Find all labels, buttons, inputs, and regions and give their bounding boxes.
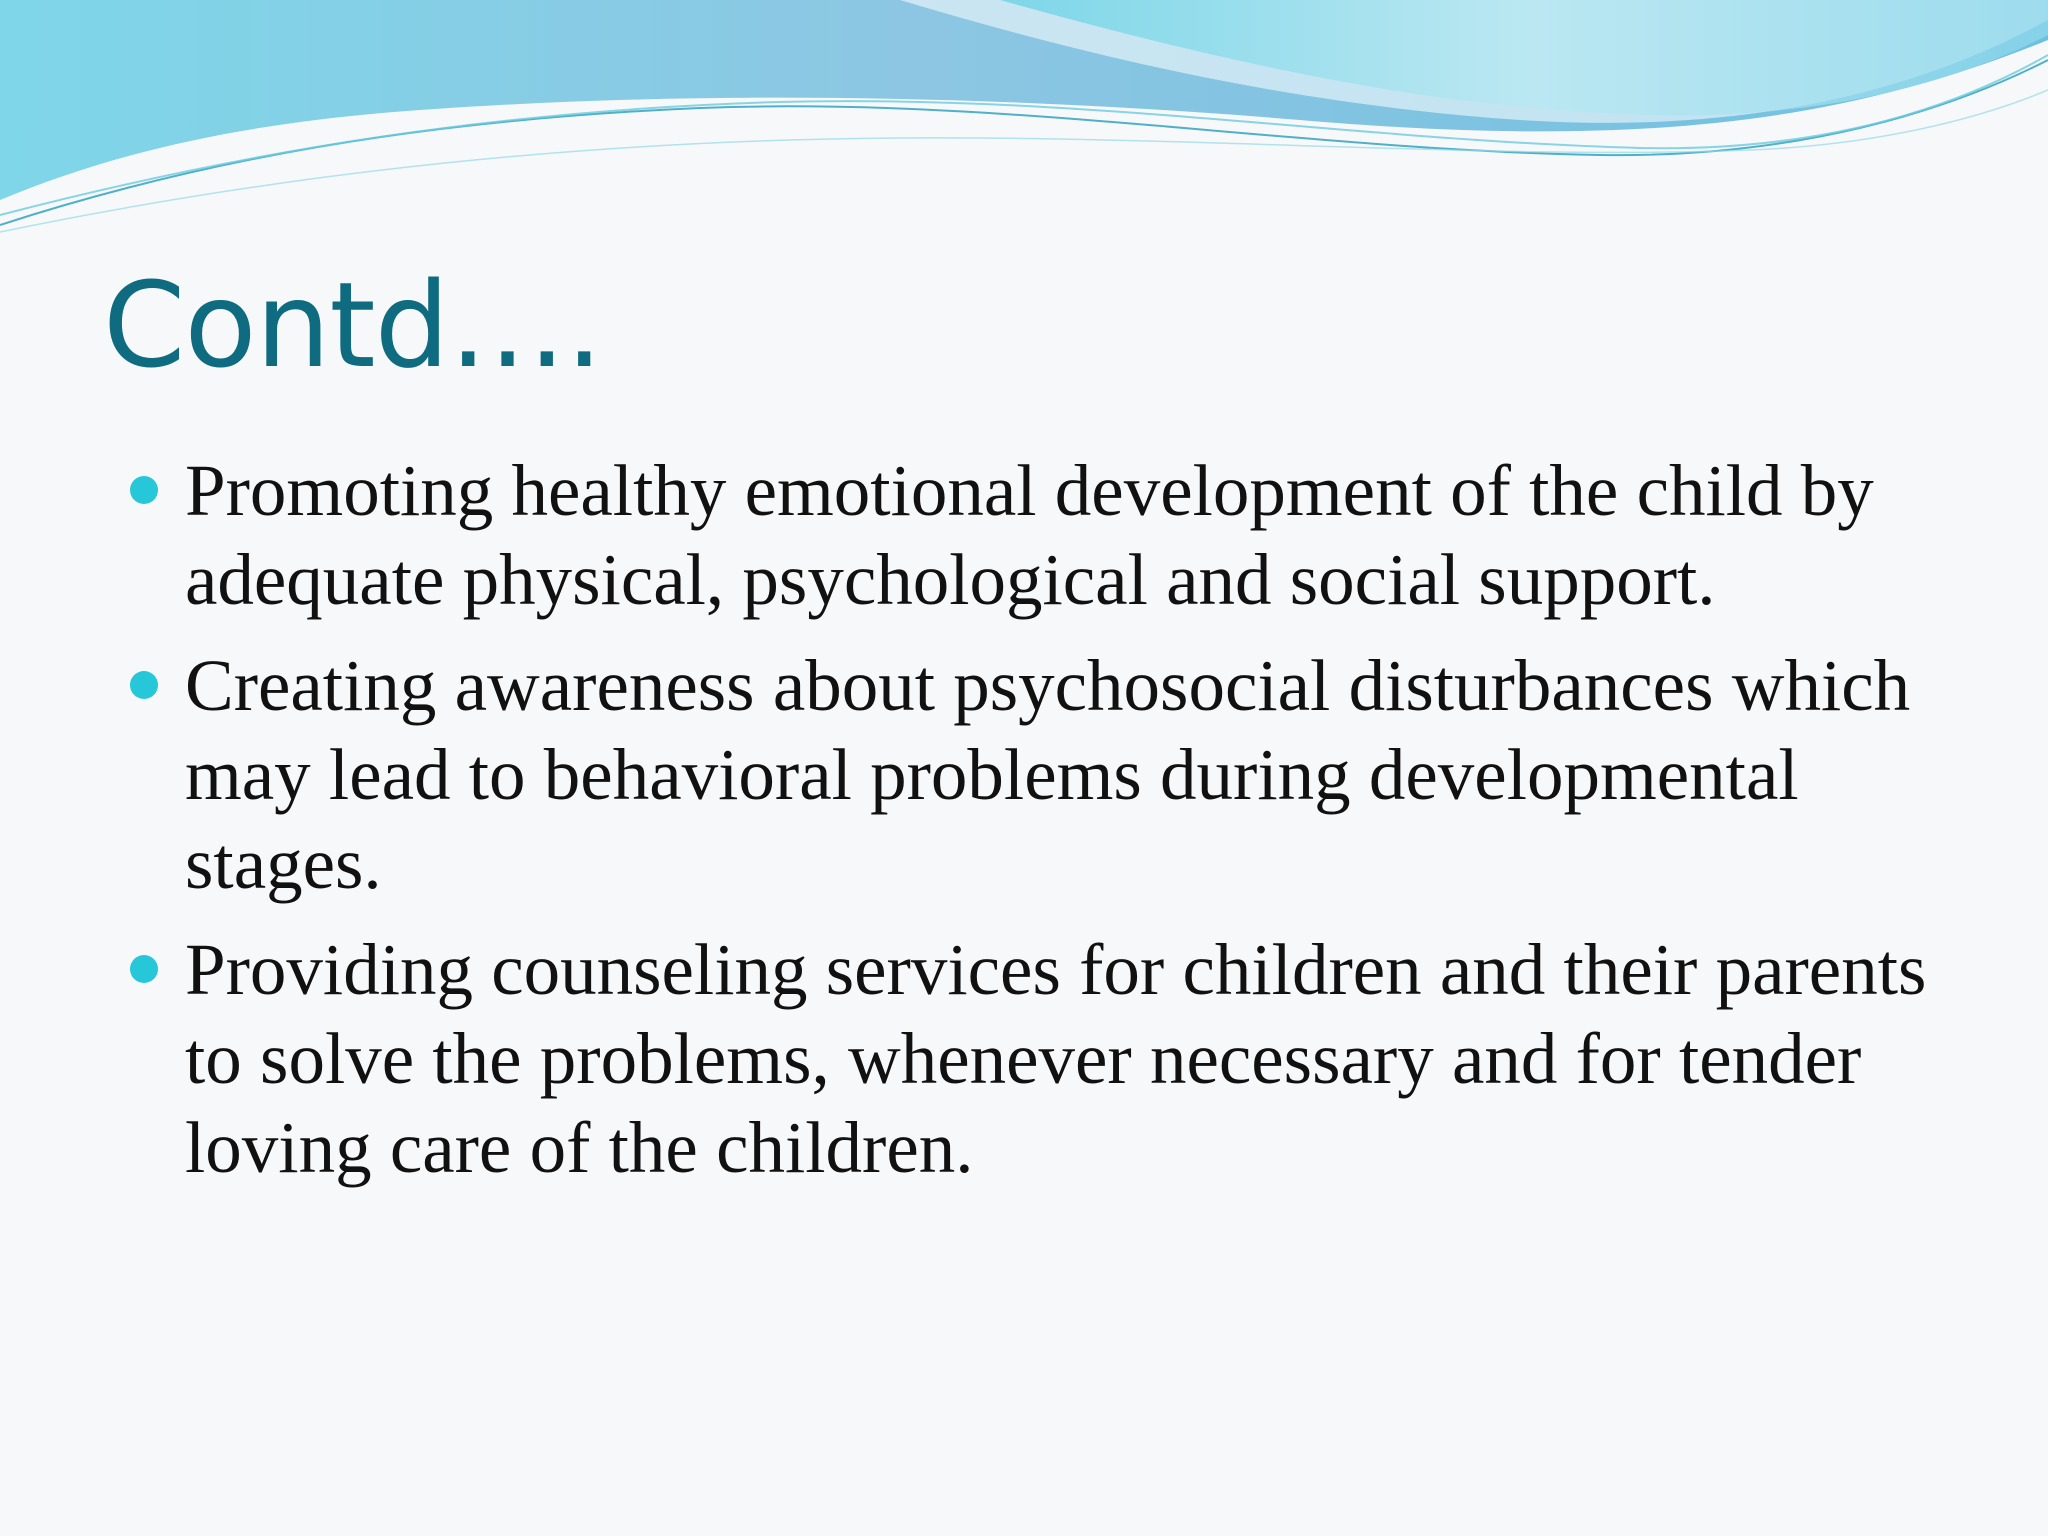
bullet-item <box>185 925 1985 1192</box>
slide-title: Contd…. <box>103 256 603 394</box>
decorative-wave-header <box>0 0 2048 240</box>
bullet-text: Providing counseling services for children and their parents to solve the problems, whenever necessary and for tender loving care of the children. <box>185 929 1927 1188</box>
bullet-item <box>185 641 1985 908</box>
bullet-list <box>185 446 1985 1209</box>
bullet-text: Promoting healthy emotional development of the child by adequate physical, psychological and social support. <box>185 450 1874 620</box>
bullet-dot-icon <box>130 955 158 983</box>
bullet-dot-icon <box>130 476 158 504</box>
bullet-item <box>185 446 1985 624</box>
bullet-text: Creating awareness about psychosocial disturbances which may lead to behavioral problems during developmental stages. <box>185 645 1911 904</box>
bullet-dot-icon <box>130 671 158 699</box>
